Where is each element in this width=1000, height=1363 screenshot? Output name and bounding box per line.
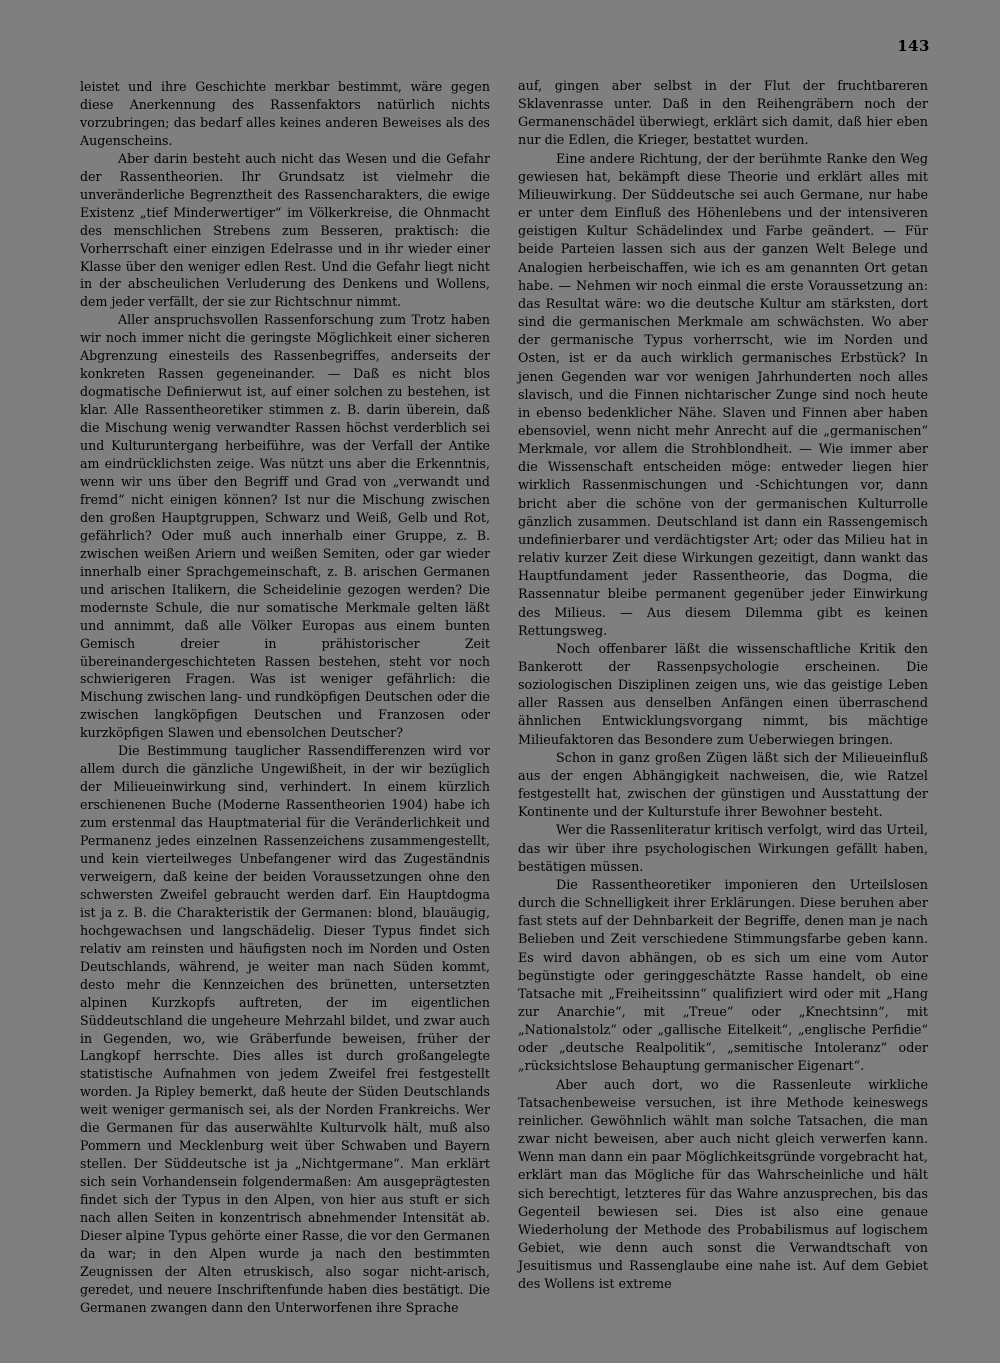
left-column-paragraph: leistet und ihre Geschichte merkbar bestimmt, wäre gegen diese Anerkennung des Rassenfaktors natürlich nichts vorzubringen; das bedarf alles keines anderen Beweises als des Augenscheins. [80, 79, 490, 148]
left-column-paragraph: Die Bestimmung tauglicher Rassendifferenzen wird vor allem durch die gänzliche Ungewißheit, in der wir bezüglich der Milieueinwirkung sind, verhindert. In einem kürzlich erschienenen Buche (Moderne Rassentheorien 1904) habe ich zum erstenmal das Hauptmaterial für die Veränderlichkeit und Permanenz jedes einzelnen Rassenzeichens zusammengestellt, und kein vierteilweges Unbefangener wird das Zugeständnis verweigern, daß keine der beiden Voraussetzungen ohne den schwersten Zweifel gebraucht werden darf. Ein Hauptdogma ist ja z. B. die Charakteristik der Germanen: blond, blauäugig, hochgewachsen und langschädelig. Dieser Typus findet sich relativ am reinsten und häufigsten noch im Norden und Osten Deutschlands, während, je weiter man nach Süden kommt, desto mehr die Kennzeichen des brünetten, untersetzten alpinen Kurzkopfs auftreten, der im eigentlichen Süddeutschland die ungeheure Mehrzahl bildet, und zwar auch in Gegenden, wo, wie Gräberfunde beweisen, früher der Langkopf herrschte. Dies alles ist durch großangelegte statistische Aufnahmen von jedem Zweifel frei festgestellt worden. Ja Ripley bemerkt, daß heute der Süden Deutschlands weit weniger germanisch sei, als der Norden Frankreichs. Wer die Germanen für das auserwählte Kulturvolk hält, muß also Pommern und Mecklenburg weit über Schwaben und Bayern stellen. Der Süddeutsche ist ja „Nichtgermane“. Man erklärt sich sein Vorhandensein folgendermaßen: Am ausgeprägtesten findet sich der Typus in den Alpen, von hier aus stuft er sich nach allen Seiten in konzentrisch abnehmender Intensität ab. Dieser alpine Typus gehörte einer Rasse, die vor den Germanen da war; in den Alpen wurde ja nach den bestimmten Zeugnissen der Alten etruskisch, also sogar nicht-arisch, geredet, und neuere Inschriftenfunde haben dies bestätigt. Die Germanen zwangen dann den Unterworfenen ihre Sprache [80, 743, 490, 1315]
right-column-paragraph: Die Rassentheoretiker imponieren den Urteilslosen durch die Schnelligkeit ihrer Erklärungen. Diese beruhen aber fast stets auf der Dehnbarkeit der Begriffe, denen man je nach Belieben und Zeit verschiedene Stimmungsfarbe geben kann. Es wird davon abhängen, ob es sich um eine vom Autor begünstigte oder geringgeschätzte Rasse handelt, ob eine Tatsache mit „Freiheitssinn“ qualifiziert wird oder mit „Hang zur Anarchie“, mit „Treue“ oder „Knechtsinn“, mit „Nationalstolz“ oder „gallische Eitelkeit“, „englische Perfidie“ oder „deutsche Realpolitik“, „semitische Intoleranz“ oder „rücksichtslose Behauptung germanischer Eigenart“. [518, 877, 928, 1075]
page-number: 143 [897, 37, 930, 55]
left-column [80, 78, 490, 1317]
left-column-paragraph: Aber darin besteht auch nicht das Wesen und die Gefahr der Rassentheorien. Ihr Grundsatz ist vielmehr die unveränderliche Begrenztheit des Rassencharakters, die ewige Existenz „tief Minderwertiger“ im Völkerkreise, die Ohnmacht des menschlichen Strebens zum Besseren, praktisch: die Vorherrschaft einer einzigen Edelrasse und in ihr wieder einer Klasse über den weniger edlen Rest. Und die Gefahr liegt nicht in der abscheulichen Verluderung des Denkens und Wollens, dem jeder verfällt, der sie zur Richtschnur nimmt. [80, 150, 490, 310]
right-column-paragraph: Schon in ganz großen Zügen läßt sich der Milieueinfluß aus der engen Abhängigkeit nachweisen, die, wie Ratzel festgestellt hat, zwischen der günstigen und Ausstattung der Kontinente und der Kulturstufe ihrer Bewohner besteht. [518, 750, 928, 821]
right-column-paragraph: auf, gingen aber selbst in der Flut der fruchtbareren Sklavenrasse unter. Daß in den Reihengräbern noch der Germanenschädel überwiegt, erklärt sich damit, daß hier eben nur die Edlen, die Krieger, bestattet wurden. [518, 79, 928, 149]
right-column-paragraph: Eine andere Richtung, der der berühmte Ranke den Weg gewiesen hat, bekämpft diese Theorie und erklärt alles mit Milieuwirkung. Der Süddeutsche sei auch Germane, nur habe er unter dem Einfluß des Höhenlebens und der intensiveren geistigen Kultur Schädelindex und Farbe geändert. — Für beide Parteien lassen sich aus der ganzen Welt Belege und Analogien herbeischaffen, wie ich es am genannten Ort getan habe. — Nehmen wir noch einmal die erste Voraussetzung an: das Resultat wäre: wo die deutsche Kultur am stärksten, dort sind die germanischen Merkmale am schwächsten. Wo aber der germanische Typus vorherrscht, wie im Norden und Osten, ist er da auch wirklich germanisches Erbstück? In jenen Gegenden war vor wenigen Jahrhunderten noch alles slavisch, und die Finnen nichtarischer Zunge sind noch heute in ebenso bedenklicher Nähe. Slaven und Finnen aber haben ebensoviel, wenn nicht mehr Anrecht auf die „germanischen“ Merkmale, vor allem die Strohblondheit. — Wie immer aber die Wissenschaft entscheiden möge: entweder liegen hier wirklich Rassenmischungen und -Schichtungen vor, dann bricht aber die schöne von der germanischen Kulturrolle gänzlich zusammen. Deutschland ist dann ein Rassengemisch undefinierbarer und verdächtigster Art; oder das Milieu hat in relativ kurzer Zeit diese Wirkungen gezeitigt, dann wankt das Hauptfundament jeder Rassentheorie, das Dogma, die Rassennatur bleibe permanent gegenüber jeder Einwirkung des Milieus. — Aus diesem Dilemma gibt es keinen Rettungsweg. [518, 151, 928, 639]
right-column [518, 78, 928, 1294]
right-column-paragraph: Noch offenbarer läßt die wissenschaftliche Kritik den Bankerott der Rassenpsychologie erscheinen. Die soziologischen Disziplinen zeigen uns, wie das geistige Leben aller Rassen aus denselben Anfängen einen überraschend ähnlichen Entwicklungsvorgang nimmt, bis mächtige Milieufaktoren das Besondere zum Ueberwiegen bringen. [518, 641, 928, 748]
right-column-paragraph: Wer die Rassenliteratur kritisch verfolgt, wird das Urteil, das wir über ihre psychologischen Wirkungen gefällt haben, bestätigen müssen. [518, 823, 928, 875]
left-column-paragraph: Aller anspruchsvollen Rassenforschung zum Trotz haben wir noch immer nicht die geringste Möglichkeit einer sicheren Abgrenzung einesteils des Rassenbegriffes, anderseits der konkreten Rassen gegeneinander. — Daß es nicht blos dogmatische Definierwut ist, auf einer solchen zu bestehen, ist klar. Alle Rassentheoretiker stimmen z. B. darin überein, daß die Mischung wenig verwandter Rassen höchst verderblich sei und Kulturuntergang herbeiführe, was der Verfall der Antike am eindrücklichsten zeige. Was nützt uns aber die Erkenntnis, wenn wir uns über den Begriff und Grad von „verwandt und fremd“ nicht einigen können? Ist nur die Mischung zwischen den großen Hauptgruppen, Schwarz und Weiß, Gelb und Rot, gefährlich? Oder muß auch innerhalb einer Gruppe, z. B. zwischen weißen Ariern und weißen Semiten, oder gar wieder innerhalb einer Sprachgemeinschaft, z. B. arischen Germanen und arischen Italikern, die Scheidelinie gezogen werden? Die modernste Schule, die nur somatische Merkmale gelten läßt und annimmt, daß alle Völker Europas aus einem bunten Gemisch dreier in prähistorischer Zeit übereinandergeschichteten Rassen bestehen, steht vor noch schwierigeren Fragen. Was ist weniger gefährlich: die Mischung zwischen lang- und rundköpfigen Deutschen oder die zwischen langköpfigen Deutschen und Franzosen oder kurzköpfigen Slawen und ebensolchen Deutscher? [80, 312, 490, 741]
right-column-paragraph: Aber auch dort, wo die Rassenleute wirkliche Tatsachenbeweise versuchen, ist ihre Methode keineswegs reinlicher. Gewöhnlich wählt man solche Tatsachen, die man zwar nicht beweisen, aber auch nicht gleich verwerfen kann. Wenn man dann ein paar Möglichkeitsgründe vorgebracht hat, erklärt man das Mögliche für das Wahrscheinliche und hält sich berechtigt, letzteres für das Wahre anzusprechen, bis das Gegenteil bewiesen sei. Dies ist also eine genaue Wiederholung der Methode des Probabilismus auf logischem Gebiet, wie denn auch sonst die Verwandtschaft von Jesuitismus und Rassenglaube eine nahe ist. Auf dem Gebiet des Wollens ist extreme [518, 1077, 928, 1293]
